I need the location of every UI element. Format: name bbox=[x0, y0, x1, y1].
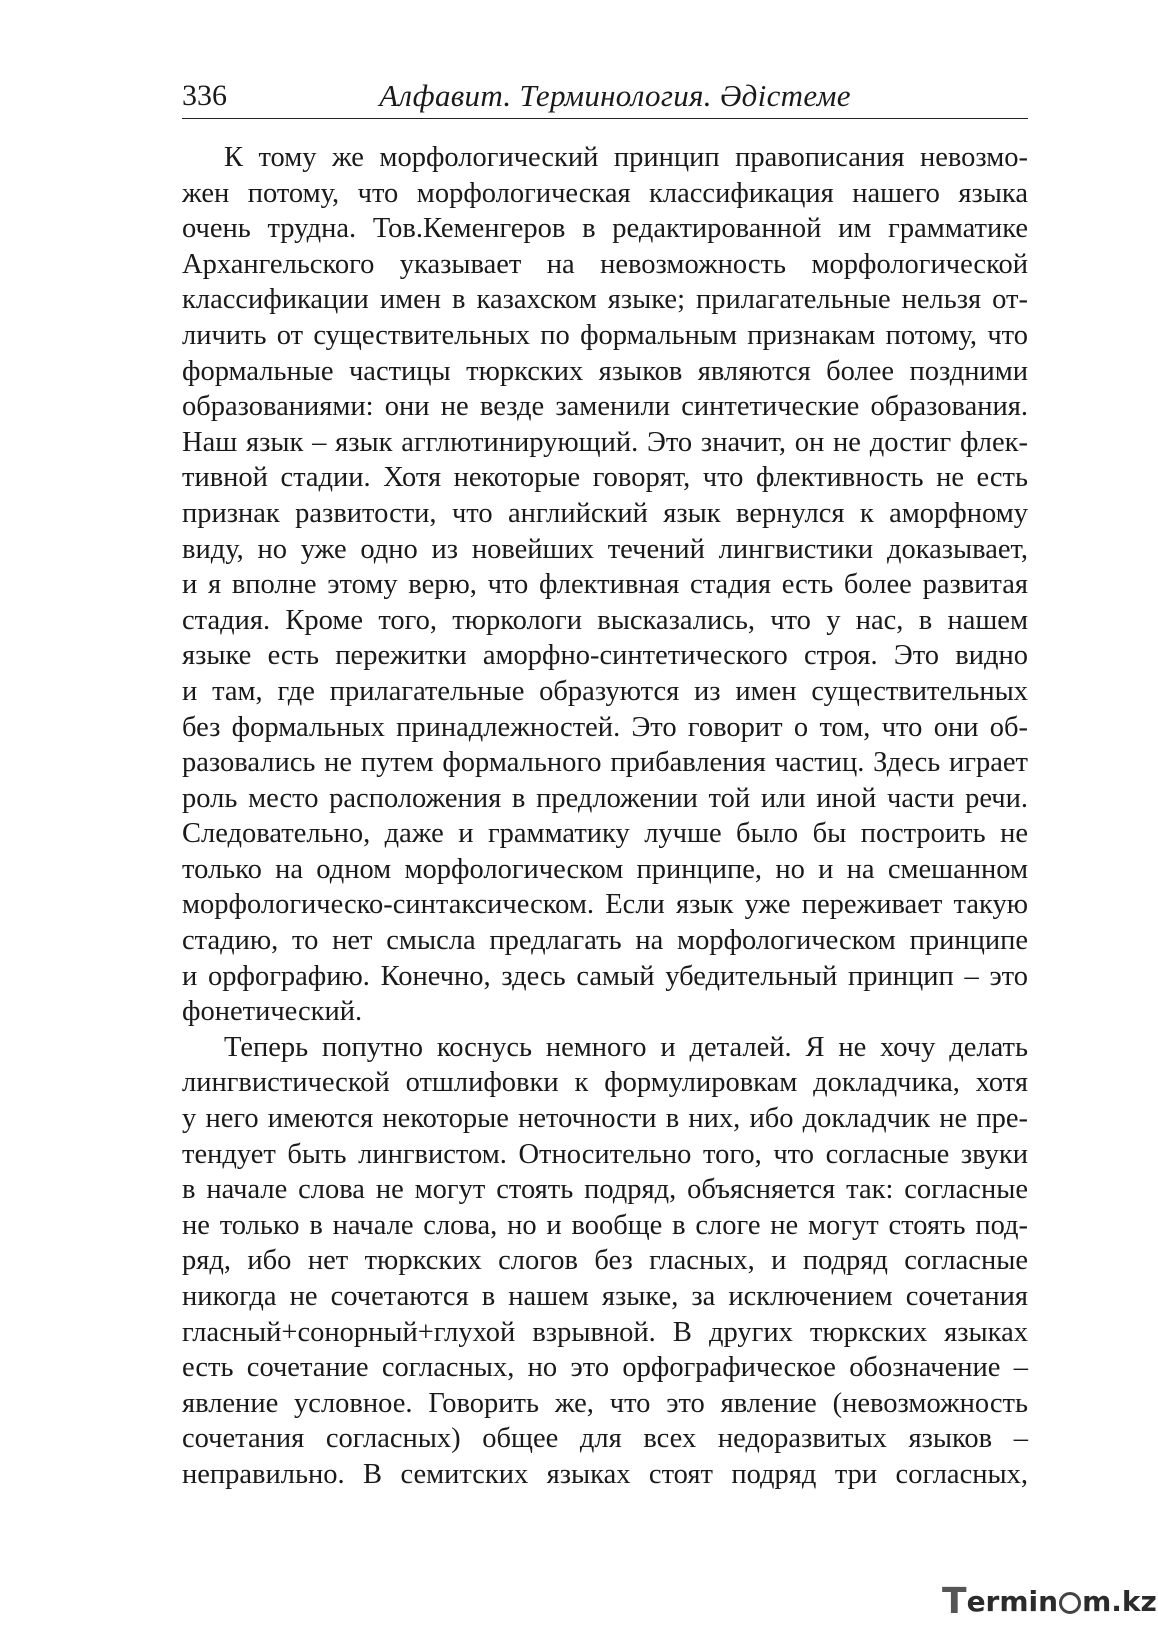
text-line: роль место расположения в предложении той или иной части речи. bbox=[182, 782, 1028, 814]
text-line: сочетания согласных) общее для всех недоразвитых языков – bbox=[182, 1423, 1028, 1455]
running-header bbox=[182, 72, 1028, 119]
text-line: К тому же морфологический принцип правописания невозмо- bbox=[224, 142, 1028, 173]
text-line: у него имеются некоторые неточности в них, ибо докладчик не пре- bbox=[182, 1103, 1028, 1135]
text-line: Теперь попутно коснусь немного и деталей. Я не хочу делать bbox=[224, 1031, 1028, 1063]
text-line: виду, но уже одно из новейших течений лингвистики доказывает, bbox=[182, 533, 1028, 565]
site-watermark bbox=[942, 1580, 1157, 1620]
text-line: есть сочетание согласных, но это орфографическое обозначение – bbox=[182, 1352, 1028, 1384]
text-line: в начале слова не могут стоять подряд, объясняется так: согласные bbox=[182, 1174, 1028, 1206]
text-line: очень трудна. Тов.Кеменгеров в редактированной им грамматике bbox=[182, 213, 1028, 245]
watermark-t-logo: T bbox=[942, 1581, 967, 1622]
text-line: образованиями: они не везде заменили синтетические образования. bbox=[182, 391, 1028, 423]
text-line: без формальных принадлежностей. Это говорит о том, что они об- bbox=[182, 711, 1028, 743]
body-text bbox=[182, 140, 1028, 1493]
text-line: и там, где прилагательные образуются из имен существительных bbox=[182, 675, 1028, 707]
text-line: формальные частицы тюркских языков являются более поздними bbox=[182, 355, 1028, 387]
text-line: стадию, то нет смысла предлагать на морфологическом принципе bbox=[182, 925, 1028, 957]
text-line: разовались не путем формального прибавления частиц. Здесь играет bbox=[182, 747, 1028, 779]
watermark-text-1: ermin bbox=[966, 1585, 1059, 1618]
text-line: стадия. Кроме того, тюркологи высказались, что у нас, в нашем bbox=[182, 604, 1028, 636]
running-title: Алфавит. Терминология. Әдістеме bbox=[379, 78, 851, 113]
text-line: языке есть пережитки аморфно-синтетического строя. Это видно bbox=[182, 640, 1028, 672]
text-line: фонетический. bbox=[182, 996, 363, 1028]
text-line: тивной стадии. Хотя некоторые говорят, что флективность не есть bbox=[182, 462, 1028, 494]
page-number: 336 bbox=[182, 79, 227, 112]
text-line: никогда не сочетаются в нашем языке, за исключением сочетания bbox=[182, 1281, 1028, 1312]
magnifier-icon bbox=[1059, 1592, 1081, 1614]
text-line: только на одном морфологическом принципе, но и на смешанном bbox=[182, 853, 1028, 885]
text-line: не только в начале слова, но и вообще в слоге не могут стоять под- bbox=[182, 1209, 1028, 1241]
text-line: классификации имен в казахском языке; прилагательные нельзя от- bbox=[182, 284, 1028, 316]
text-line: Архангельского указывает на невозможность морфологической bbox=[182, 248, 1028, 280]
text-line: лингвистической отшлифовки к формулировкам докладчика, хотя bbox=[182, 1067, 1028, 1099]
text-line: ряд, ибо нет тюркских слогов без гласных, и подряд согласные bbox=[182, 1245, 1028, 1277]
text-line: личить от существительных по формальным признакам потому, что bbox=[182, 319, 1028, 351]
text-line: тендует быть лингвистом. Относительно того, что согласные звуки bbox=[182, 1138, 1028, 1170]
text-line: гласный+сонорный+глухой взрывной. В других тюркских языках bbox=[182, 1316, 1028, 1348]
text-line: и орфографию. Конечно, здесь самый убедительный принцип – это bbox=[182, 960, 1028, 992]
text-line: и я вполне этому верю, что флективная стадия есть более развитая bbox=[182, 569, 1028, 601]
text-line: признак развитости, что английский язык вернулся к аморфному bbox=[182, 497, 1028, 529]
watermark-text-2: m.kz bbox=[1082, 1585, 1157, 1618]
text-line: морфологическо-синтаксическом. Если язык уже переживает такую bbox=[182, 889, 1028, 921]
text-line: явление условное. Говорить же, что это явление (невозможность bbox=[182, 1387, 1028, 1419]
text-line: Следовательно, даже и грамматику лучше было бы построить не bbox=[182, 818, 1028, 850]
text-line: жен потому, что морфологическая классификация нашего языка bbox=[182, 177, 1028, 209]
text-line: неправильно. В семитских языках стоят подряд три согласных, bbox=[182, 1458, 1028, 1490]
text-line: Наш язык – язык агглютинирующий. Это значит, он не достиг флек- bbox=[182, 426, 1028, 458]
